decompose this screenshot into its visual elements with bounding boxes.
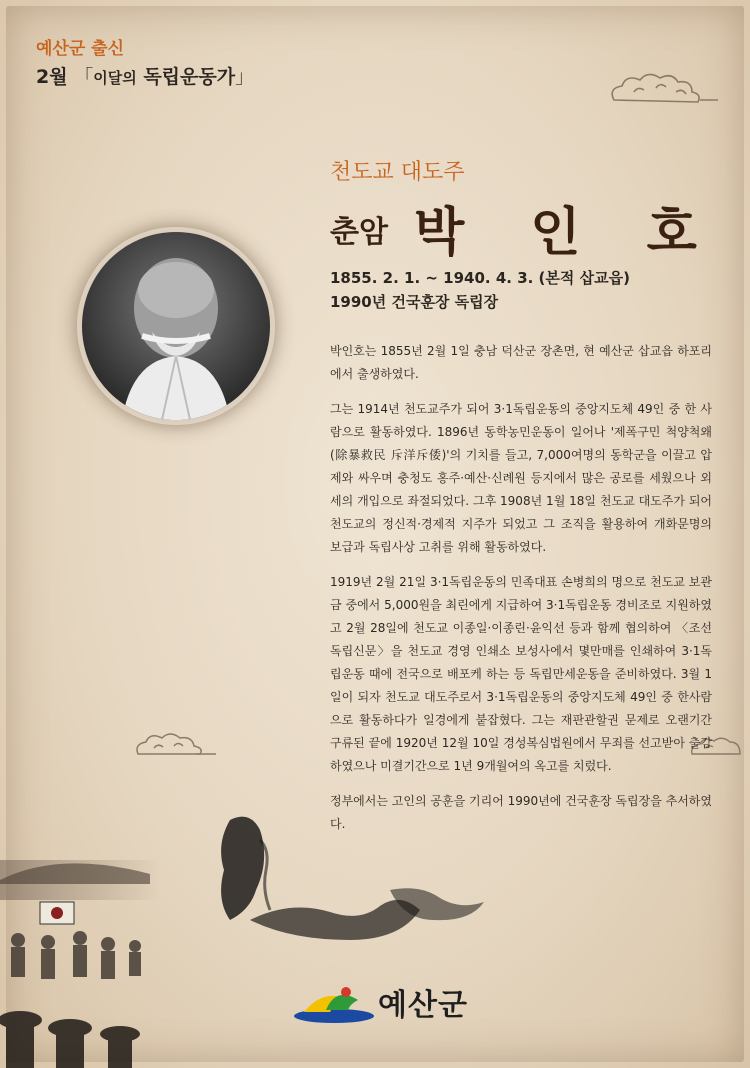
cloud-ornament-top-icon (604, 66, 724, 110)
pen-name: 춘암 (330, 215, 388, 250)
person-subtitle: 천도교 대도주 (330, 160, 465, 185)
person-name-block (330, 190, 721, 265)
bio-paragraph: 정부에서는 고인의 공훈을 기리어 1990년에 건국훈장 독립장을 추서하였다. (330, 794, 712, 831)
cloud-ornament-left-icon (132, 722, 222, 762)
series-main: 독립운동가 (143, 66, 236, 88)
logo-text: 예산군 (378, 988, 468, 1023)
biography (330, 340, 712, 848)
historical-photo-icon (0, 850, 180, 1068)
bracket-open: 「 (74, 66, 94, 88)
bio-paragraph: 박인호는 1855년 2월 1일 충남 덕산군 장촌면, 현 예산군 삽교읍 하포리에서 출생하였다. (330, 344, 712, 381)
portrait-photo (82, 232, 270, 420)
origin-label: 예산군 출신 (36, 39, 125, 59)
life-dates: 1855. 2. 1. ~ 1940. 4. 3. (본적 삽교읍) (330, 269, 630, 287)
series-title (36, 62, 254, 89)
bracket-close: 」 (235, 66, 255, 88)
bio-paragraph: 1919년 2월 21일 3·1독립운동의 민족대표 손병희의 명으로 천도교 보관금 중에서 5,000원을 최린에게 지급하여 3·1독립운동 경비조로 지원하였고 2월 28일에 천도교 이종일·이종린·윤익선 등과 함께 협의하여 〈조선독립신문〉을 천도교 경영 인쇄소 보성사에서 몇만매를 인쇄하여 3·1독립운동 때에 전국으로 배포케 하는 등 독립만세운동을 준비하였다. 3월 1일이 되자 천도교 대도주로서 3·1독립운동의 중앙지도체 49인 중 한사람으로 활동하다가 일경에게 붙잡혔다. 그는 재판관할권 문제로 오랜기간 구류된 끝에 1920년 12월 10일 경성복심법원에서 무죄를 선고받아 출감하였으나 미결기간으로 1년 9개월여의 옥고를 치렀다. (330, 575, 712, 773)
person-name: 박 인 호 (413, 203, 721, 263)
honor-award: 1990년 건국훈장 독립장 (330, 293, 499, 311)
person-info (330, 266, 630, 314)
series-prefix: 이달의 (93, 69, 137, 87)
portrait-figure-icon (82, 232, 270, 420)
series-month: 2월 (36, 66, 68, 88)
ink-landscape-icon (190, 800, 510, 960)
bio-paragraph: 그는 1914년 천도교주가 되어 3·1독립운동의 중앙지도체 49인 중 한 사람으로 활동하였다. 1896년 동학농민운동이 일어나 '제폭구민 척양척왜(除暴救民 斥洋斥倭)'의 기치를 들고, 7,000여명의 동학군을 이끌고 압제와 싸우며 충청도 홍주·예산·신례원 등지에서 많은 공로를 세웠으나 외세의 개입으로 좌절되었다. 그후 1908년 1월 18일 천도교 대도주가 되어 천도교의 정신적·경제적 지주가 되었고 그 조직을 활용하여 개화문명의 보급과 독립사상 고취를 위해 활동하였다. (330, 402, 712, 554)
